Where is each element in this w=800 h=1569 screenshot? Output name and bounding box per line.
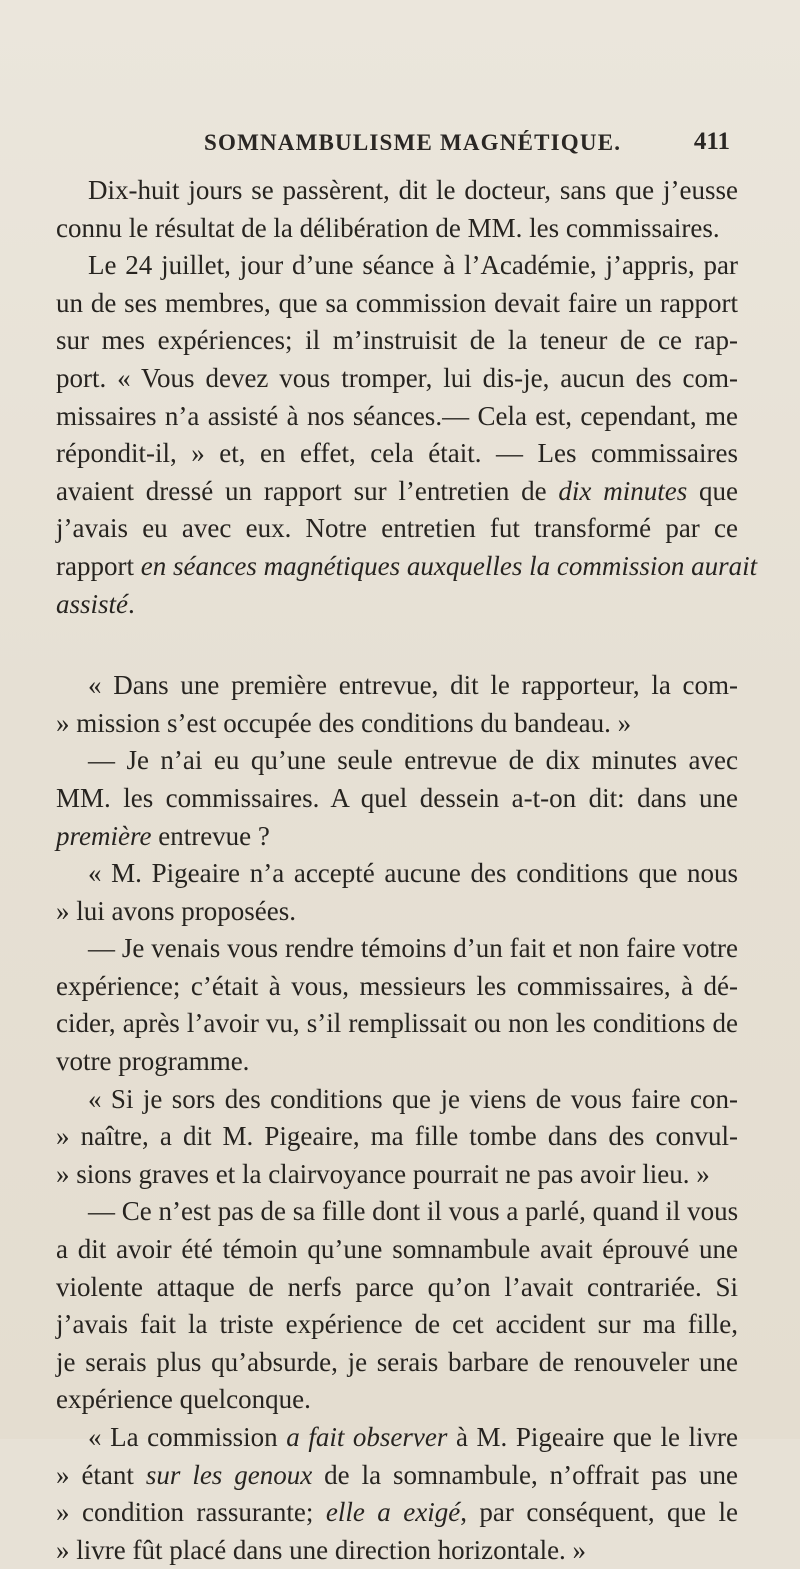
text-run: » lui avons proposées.	[56, 895, 296, 926]
text-line	[56, 360, 738, 398]
italic-text: en séances magnétiques auxquelles la commission aurait	[140, 550, 758, 581]
text-run: a dit avoir été témoin qu’une somnambule avait éprouvé une	[56, 1234, 738, 1265]
text-run: un de ses membres, que sa commission devait faire un rapport	[56, 287, 738, 318]
paragraph	[56, 855, 738, 930]
text-run: , par conséquent, que le	[460, 1497, 738, 1528]
italic-text: sur les genoux	[145, 1459, 313, 1490]
text-line	[56, 398, 738, 436]
text-run: j’avais fait la triste expérience de cet accident sur ma fille,	[56, 1309, 738, 1340]
text-line	[56, 1081, 738, 1119]
text-run: j’avais eu avec eux. Notre entretien fut transformé par ce	[56, 513, 738, 544]
text-line	[56, 1457, 738, 1495]
text-run: » naître, a dit M. Pigeaire, ma fille tombe dans des convul-	[56, 1121, 738, 1152]
text-line	[56, 855, 738, 893]
text-run: violente attaque de nerfs parce qu’on l’avait contrariée. Si	[56, 1271, 738, 1302]
text-run: « Dans une première entrevue, dit le rapporteur, la com-	[88, 670, 738, 701]
paragraph	[56, 247, 758, 623]
text-line	[56, 1269, 738, 1307]
text-line	[56, 780, 738, 818]
text-run: répondit-il, » et, en effet, cela était. — Les commissaires	[56, 438, 738, 469]
text-run: « M. Pigeaire n’a accepté aucune des conditions que nous	[88, 858, 738, 889]
text-line	[56, 1344, 738, 1382]
text-line	[56, 1231, 738, 1269]
text-line	[56, 172, 738, 210]
text-run: votre programme.	[56, 1046, 250, 1077]
paragraph-gap	[56, 623, 738, 667]
text-line	[56, 586, 738, 624]
text-run: sur mes expériences; il m’instruisit de la teneur de ce rap-	[56, 325, 738, 356]
text-run: — Je venais vous rendre témoins d’un fait et non faire votre	[88, 933, 738, 964]
text-run: — Je n’ai eu qu’une seule entrevue de dix minutes avec	[88, 745, 738, 776]
text-line	[56, 510, 738, 548]
text-line	[56, 322, 738, 360]
text-line	[56, 247, 738, 285]
text-line	[56, 210, 738, 248]
text-line	[56, 1118, 738, 1156]
text-line	[56, 667, 738, 705]
paragraph	[56, 930, 738, 1080]
body-text	[56, 172, 758, 1569]
italic-text: a fait observer	[286, 1422, 448, 1452]
text-run: » étant	[56, 1459, 146, 1490]
italic-text: dix minutes	[558, 475, 688, 506]
text-run: port. « Vous devez vous tromper, lui dis-je, aucun des com-	[56, 362, 738, 393]
text-run: « Si je sors des conditions que je viens de vous faire con-	[88, 1083, 738, 1114]
text-line	[56, 473, 738, 511]
text-run: » livre fût placé dans une direction horizontale. »	[56, 1534, 587, 1565]
text-line	[56, 705, 738, 743]
text-line	[56, 1306, 738, 1344]
italic-text: assisté	[56, 588, 129, 619]
text-line	[56, 548, 758, 586]
paragraph	[56, 1081, 738, 1194]
paragraph	[56, 1193, 738, 1419]
text-run: rapport	[56, 550, 141, 581]
paragraph	[56, 667, 738, 742]
text-run: MM. les commissaires. A quel dessein a-t-on dit: dans une	[56, 782, 738, 813]
text-line	[56, 742, 738, 780]
italic-text: première	[56, 820, 152, 851]
text-line	[56, 285, 738, 323]
text-line	[56, 1419, 738, 1457]
text-line	[56, 968, 738, 1006]
italic-text: elle a exigé	[325, 1497, 461, 1528]
page-number: 411	[693, 128, 730, 155]
paragraph	[56, 172, 738, 247]
running-head	[54, 126, 744, 166]
text-run: avaient dressé un rapport sur l’entretien de	[56, 475, 559, 506]
text-line	[56, 1005, 738, 1043]
text-line	[56, 1381, 738, 1419]
text-run: » sions graves et la clairvoyance pourrait ne pas avoir lieu. »	[56, 1158, 710, 1189]
text-run: expérience; c’était à vous, messieurs les commissaires, à dé-	[56, 970, 738, 1001]
text-line	[56, 1494, 738, 1532]
text-run: » condition rassurante;	[56, 1497, 326, 1528]
text-line	[56, 818, 738, 856]
text-run: » mission s’est occupée des conditions du bandeau. »	[56, 707, 632, 738]
text-run: de la somnambule, n’offrait pas une	[312, 1459, 738, 1490]
text-run: Le 24 juillet, jour d’une séance à l’Académie, j’appris, par	[88, 250, 738, 281]
text-run: connu le résultat de la délibération de MM. les commissaires.	[56, 212, 720, 243]
text-run: que	[687, 475, 738, 506]
running-title: SOMNAMBULISME MAGNÉTIQUE.	[204, 130, 622, 155]
text-line	[56, 893, 738, 931]
text-run: à M. Pigeaire que le livre	[447, 1422, 739, 1452]
text-line	[56, 930, 738, 968]
paragraph	[56, 742, 738, 855]
text-run: — Ce n’est pas de sa fille dont il vous a parlé, quand il vous	[88, 1196, 739, 1227]
text-run: je serais plus qu’absurde, je serais barbare de renouveler une	[56, 1346, 738, 1377]
paragraph	[56, 1419, 738, 1569]
text-line	[56, 435, 738, 473]
text-run: entrevue ?	[151, 820, 270, 851]
text-line	[56, 1193, 738, 1231]
text-run: .	[128, 588, 135, 619]
text-line	[56, 1043, 738, 1081]
text-run: cider, après l’avoir vu, s’il remplissait ou non les conditions de	[56, 1008, 738, 1039]
text-line	[56, 1532, 738, 1569]
text-run: « La commission	[88, 1422, 287, 1452]
text-run: Dix-huit jours se passèrent, dit le docteur, sans que j’eusse	[88, 175, 738, 205]
text-run: expérience quelconque.	[56, 1384, 311, 1415]
text-line	[56, 1156, 738, 1194]
text-run: missaires n’a assisté à nos séances.— Cela est, cependant, me	[56, 400, 738, 431]
